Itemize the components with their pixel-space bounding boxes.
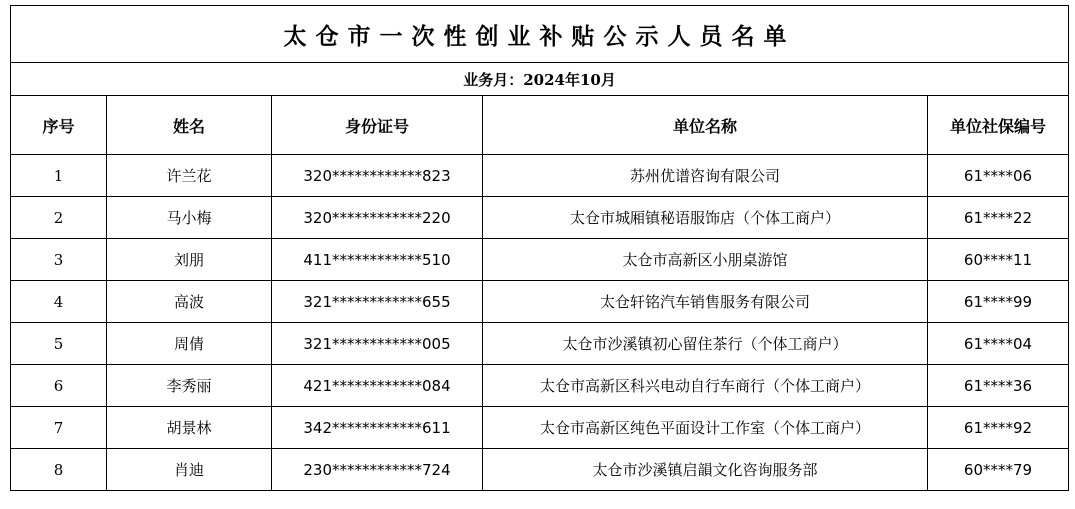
header-id-number: 身份证号 [272,96,483,155]
cell-social-security-no: 60****11 [928,239,1069,281]
cell-social-security-no: 60****79 [928,449,1069,491]
cell-social-security-no: 61****99 [928,281,1069,323]
business-month-value: 2024年10月 [523,70,616,89]
cell-id-number: 421************084 [272,365,483,407]
cell-id-number: 411************510 [272,239,483,281]
cell-id-number: 321************655 [272,281,483,323]
cell-social-security-no: 61****92 [928,407,1069,449]
table-row [11,239,1069,281]
cell-unit-name: 太仓市高新区纯色平面设计工作室（个体工商户） [483,407,928,449]
table-row [11,449,1069,491]
cell-name: 许兰花 [107,155,272,197]
cell-unit-name: 太仓市沙溪镇启韻文化咨询服务部 [483,449,928,491]
subsidy-table [10,5,1069,491]
cell-seq: 2 [11,197,107,239]
document-title: 太仓市一次性创业补贴公示人员名单 [11,6,1069,63]
cell-unit-name: 太仓市高新区科兴电动自行车商行（个体工商户） [483,365,928,407]
cell-unit-name: 太仓轩铭汽车销售服务有限公司 [483,281,928,323]
cell-seq: 4 [11,281,107,323]
cell-name: 李秀丽 [107,365,272,407]
cell-name: 刘朋 [107,239,272,281]
table-row [11,323,1069,365]
cell-id-number: 320************220 [272,197,483,239]
cell-seq: 6 [11,365,107,407]
cell-seq: 7 [11,407,107,449]
cell-social-security-no: 61****06 [928,155,1069,197]
cell-unit-name: 太仓市城厢镇秘语服饰店（个体工商户） [483,197,928,239]
header-seq: 序号 [11,96,107,155]
table-body [11,155,1069,491]
cell-name: 肖迪 [107,449,272,491]
cell-id-number: 320************823 [272,155,483,197]
table-row [11,281,1069,323]
cell-seq: 8 [11,449,107,491]
subsidy-list-document [10,5,1068,491]
table-header-row [11,96,1069,155]
cell-seq: 5 [11,323,107,365]
header-unit-name: 单位名称 [483,96,928,155]
cell-social-security-no: 61****04 [928,323,1069,365]
cell-unit-name: 苏州优谱咨询有限公司 [483,155,928,197]
cell-name: 胡景林 [107,407,272,449]
header-name: 姓名 [107,96,272,155]
cell-seq: 1 [11,155,107,197]
cell-social-security-no: 61****36 [928,365,1069,407]
cell-seq: 3 [11,239,107,281]
table-row [11,197,1069,239]
cell-social-security-no: 61****22 [928,197,1069,239]
cell-id-number: 230************724 [272,449,483,491]
table-row [11,365,1069,407]
table-row [11,155,1069,197]
cell-name: 周倩 [107,323,272,365]
cell-id-number: 342************611 [272,407,483,449]
table-row [11,407,1069,449]
cell-unit-name: 太仓市高新区小朋桌游馆 [483,239,928,281]
business-month-label: 业务月： [463,70,524,89]
cell-name: 马小梅 [107,197,272,239]
cell-id-number: 321************005 [272,323,483,365]
cell-name: 高波 [107,281,272,323]
header-social-security-no: 单位社保编号 [928,96,1069,155]
business-month [11,63,1069,96]
cell-unit-name: 太仓市沙溪镇初心留住茶行（个体工商户） [483,323,928,365]
